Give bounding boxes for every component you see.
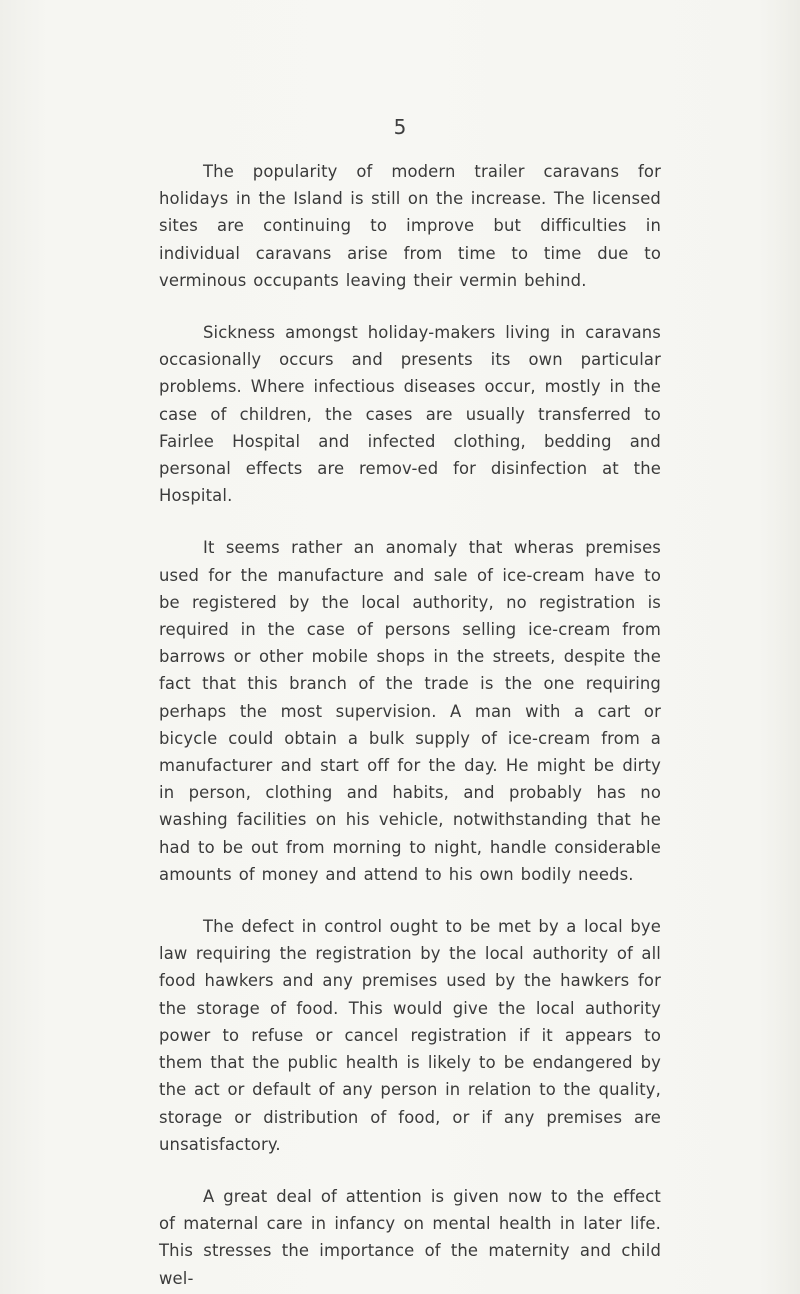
page-number: 5	[393, 115, 407, 139]
paragraph-maternal-care: A great deal of attention is given now to the effect of maternal care in infancy on mental health in later life. This stresses the importance of the maternity and child wel-	[159, 1186, 661, 1288]
paragraph-caravans: The popularity of modern trailer caravans for holidays in the Island is still on the increase. The licensed sites are continuing to improve but difficulties in individual caravans arise from time to time due to verminous occupants leaving their vermin behind.	[159, 162, 661, 290]
paragraph-bye-law: The defect in control ought to be met by a local bye law requiring the registration by the local authority of all food hawkers and any premises used by the hawkers for the storage of food. This would give the local authority power to refuse or cancel registration if it appears to them that the public health is likely to be endangered by the act or default of any person in relation to the quality, storage or distribution of food, or if any premises are unsatisfactory.	[159, 917, 661, 1154]
paragraph-sickness: Sickness amongst holiday-makers living in caravans occasionally occurs and presents its own particular problems. Where infectious diseases occur, mostly in the case of children, the cases are usually transferred to Fairlee Hospital and infected clothing, bedding and personal effects are remov-ed for disinfection at the Hospital.	[159, 323, 661, 506]
paragraph-ice-cream: It seems rather an anomaly that wheras premises used for the manufacture and sale of ice-cream have to be registered by the local authority, no registration is required in the case of persons selling ice-cream from barrows or other mobile shops in the streets, despite the fact that this branch of the trade is the one requiring perhaps the most supervision. A man with a cart or bicycle could obtain a bulk supply of ice-cream from a manufacturer and start off for the day. He might be dirty in person, clothing and habits, and probably has no washing facilities on his vehicle, notwithstanding that he had to be out from morning to night, handle considerable amounts of money and attend to his own bodily needs.	[159, 538, 661, 884]
body-text	[159, 158, 661, 1292]
